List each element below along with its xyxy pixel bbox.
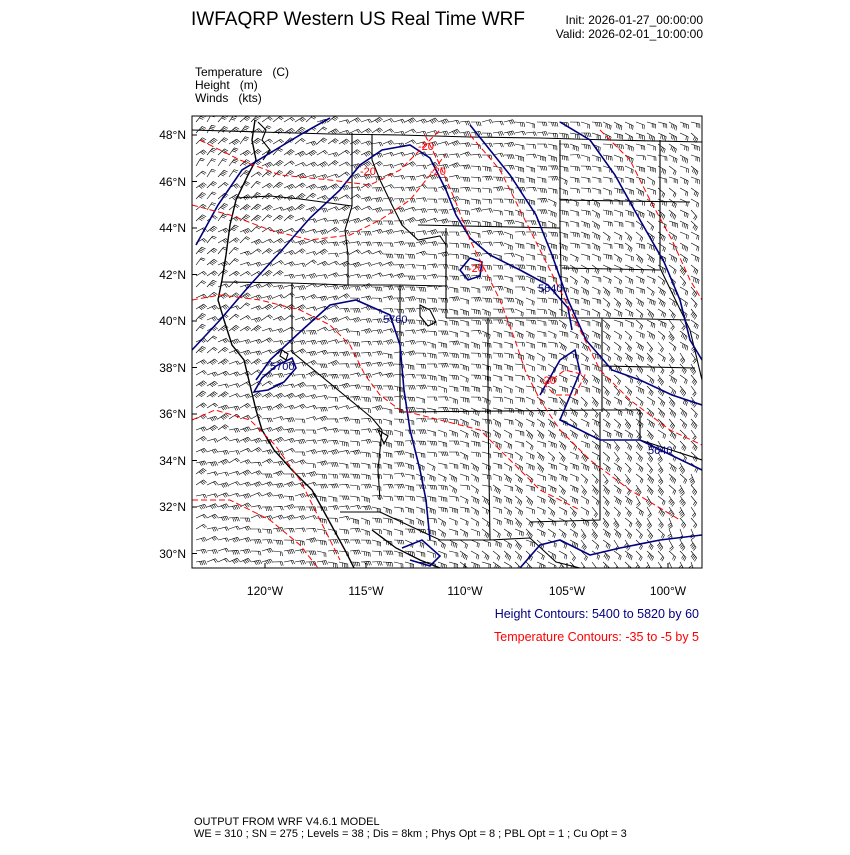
latitude-tick-label: 36°N <box>159 407 186 421</box>
height-contour-legend: Height Contours: 5400 to 5820 by 60 <box>494 607 699 621</box>
longitude-tick-label: 110°W <box>447 584 483 598</box>
temperature-contour-legend: Temperature Contours: -35 to -5 by 5 <box>494 630 699 644</box>
field-height-name: Height <box>195 78 230 92</box>
field-temperature-unit: (C) <box>272 65 290 79</box>
height-label: 5640 <box>648 445 673 457</box>
latitude-tick-label: 44°N <box>159 221 186 235</box>
field-temperature-name: Temperature <box>195 65 263 79</box>
latitude-tick-label: 46°N <box>159 174 186 189</box>
latitude-tick-label: 30°N <box>159 546 186 561</box>
latitude-tick-label: 48°N <box>159 128 186 142</box>
latitude-tick-label: 38°N <box>159 360 186 375</box>
temperature-label: -20 <box>430 166 446 178</box>
init-time: Init: 2026-01-27_00:00:00 <box>565 13 703 27</box>
longitude-tick-label: 115°W <box>348 584 384 598</box>
field-height-unit: (m) <box>239 78 258 92</box>
height-label: 5640 <box>538 283 563 295</box>
latitude-tick-label: 32°N <box>159 500 186 514</box>
height-label: 5760 <box>383 314 408 326</box>
model-info-line1: OUTPUT FROM WRF V4.6.1 MODEL <box>194 816 380 828</box>
field-winds-unit: (kts) <box>238 91 262 105</box>
height-label: 5700 <box>270 361 295 373</box>
longitude-tick-label: 120°W <box>246 584 284 598</box>
temperature-label: -20 <box>418 141 434 153</box>
field-winds-name: Winds <box>195 91 229 105</box>
model-info-line2: WE = 310 ; SN = 275 ; Levels = 38 ; Dis = 8km ; Phys Opt = 8 ; PBL Opt = 1 ; Cu Opt = 3 <box>194 828 627 840</box>
valid-time: Valid: 2026-02-01_10:00:00 <box>555 27 703 41</box>
temperature-label: -20 <box>540 375 556 387</box>
plot-title: IWFAQRP Western US Real Time WRF <box>191 9 525 30</box>
longitude-tick-label: 105°W <box>548 584 586 598</box>
temperature-label: -20 <box>468 263 484 275</box>
latitude-tick-label: 42°N <box>159 267 186 282</box>
latitude-tick-label: 40°N <box>159 314 186 328</box>
temperature-label: -20 <box>360 166 376 178</box>
longitude-tick-label: 100°W <box>649 584 687 598</box>
latitude-tick-label: 34°N <box>159 453 186 468</box>
